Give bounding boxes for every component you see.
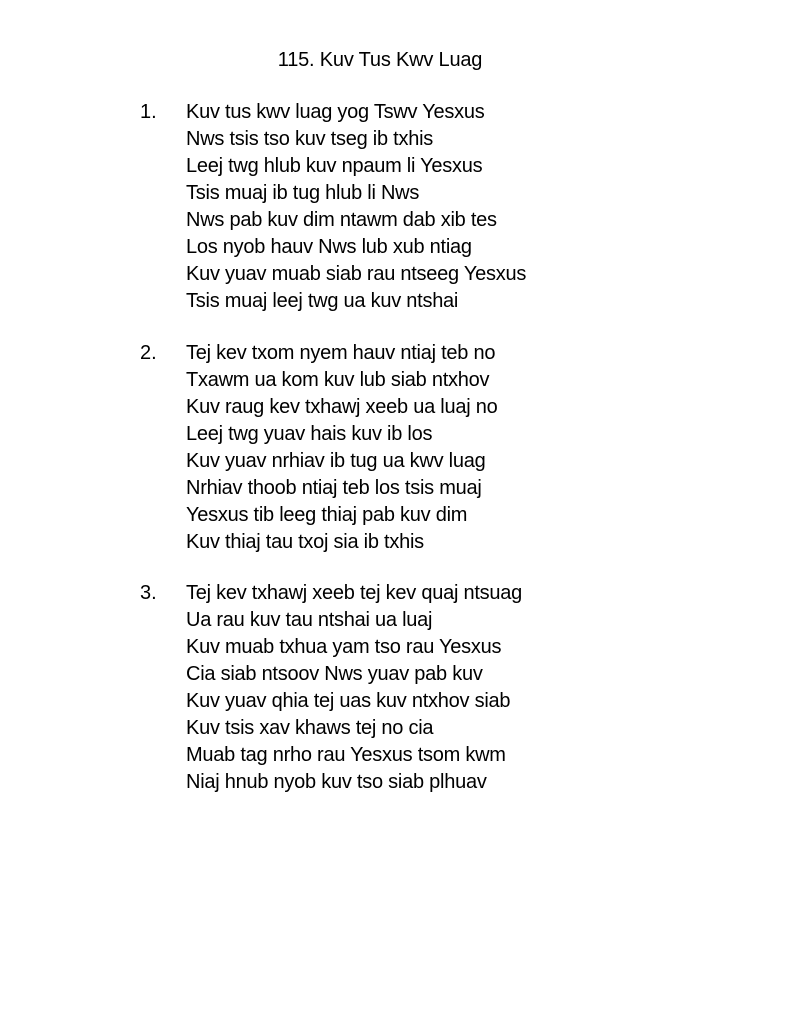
verse-number: 1.: [140, 101, 157, 123]
verse-line: Kuv raug kev txhawj xeeb ua luaj no: [186, 396, 498, 418]
verse-line: Yesxus tib leeg thiaj pab kuv dim: [186, 504, 468, 526]
verse-number: 2.: [140, 342, 157, 364]
verse-line: Ua rau kuv tau ntshai ua luaj: [186, 609, 433, 631]
verse-line: Tsis muaj ib tug hlub li Nws: [186, 182, 420, 204]
verse-lines: [186, 99, 526, 315]
verse-lines: [186, 580, 522, 796]
verse-line: Txawm ua kom kuv lub siab ntxhov: [186, 369, 490, 391]
verse-lines: [186, 340, 497, 556]
verse-line: Los nyob hauv Nws lub xub ntiag: [186, 236, 472, 258]
verse-line: Kuv muab txhua yam tso rau Yesxus: [186, 636, 502, 658]
verse-line: Nrhiav thoob ntiaj teb los tsis muaj: [186, 477, 482, 499]
verse-line: Leej twg yuav hais kuv ib los: [186, 423, 433, 445]
song-title: 115. Kuv Tus Kwv Luag: [277, 49, 483, 71]
verse-line: Kuv thiaj tau txoj sia ib txhis: [186, 531, 424, 553]
verse-line: Cia siab ntsoov Nws yuav pab kuv: [186, 663, 483, 685]
verse-number: 3.: [140, 582, 157, 604]
verse-line: Tsis muaj leej twg ua kuv ntshai: [186, 290, 459, 312]
verse-line: Kuv yuav muab siab rau ntseeg Yesxus: [186, 263, 527, 285]
verse-line: Niaj hnub nyob kuv tso siab plhuav: [186, 771, 487, 793]
verse-line: Tej kev txom nyem hauv ntiaj teb no: [186, 342, 496, 364]
verse-line: Leej twg hlub kuv npaum li Yesxus: [186, 155, 483, 177]
verse-line: Nws tsis tso kuv tseg ib txhis: [186, 128, 434, 150]
verse-line: Tej kev txhawj xeeb tej kev quaj ntsuag: [186, 582, 523, 604]
verse-line: Kuv yuav qhia tej uas kuv ntxhov siab: [186, 690, 511, 712]
verse-line: Kuv tsis xav khaws tej no cia: [186, 717, 434, 739]
verse-line: Nws pab kuv dim ntawm dab xib tes: [186, 209, 497, 231]
verse-line: Kuv tus kwv luag yog Tswv Yesxus: [186, 101, 485, 123]
verse-line: Muab tag nrho rau Yesxus tsom kwm: [186, 744, 506, 766]
verse-line: Kuv yuav nrhiav ib tug ua kwv luag: [186, 450, 486, 472]
